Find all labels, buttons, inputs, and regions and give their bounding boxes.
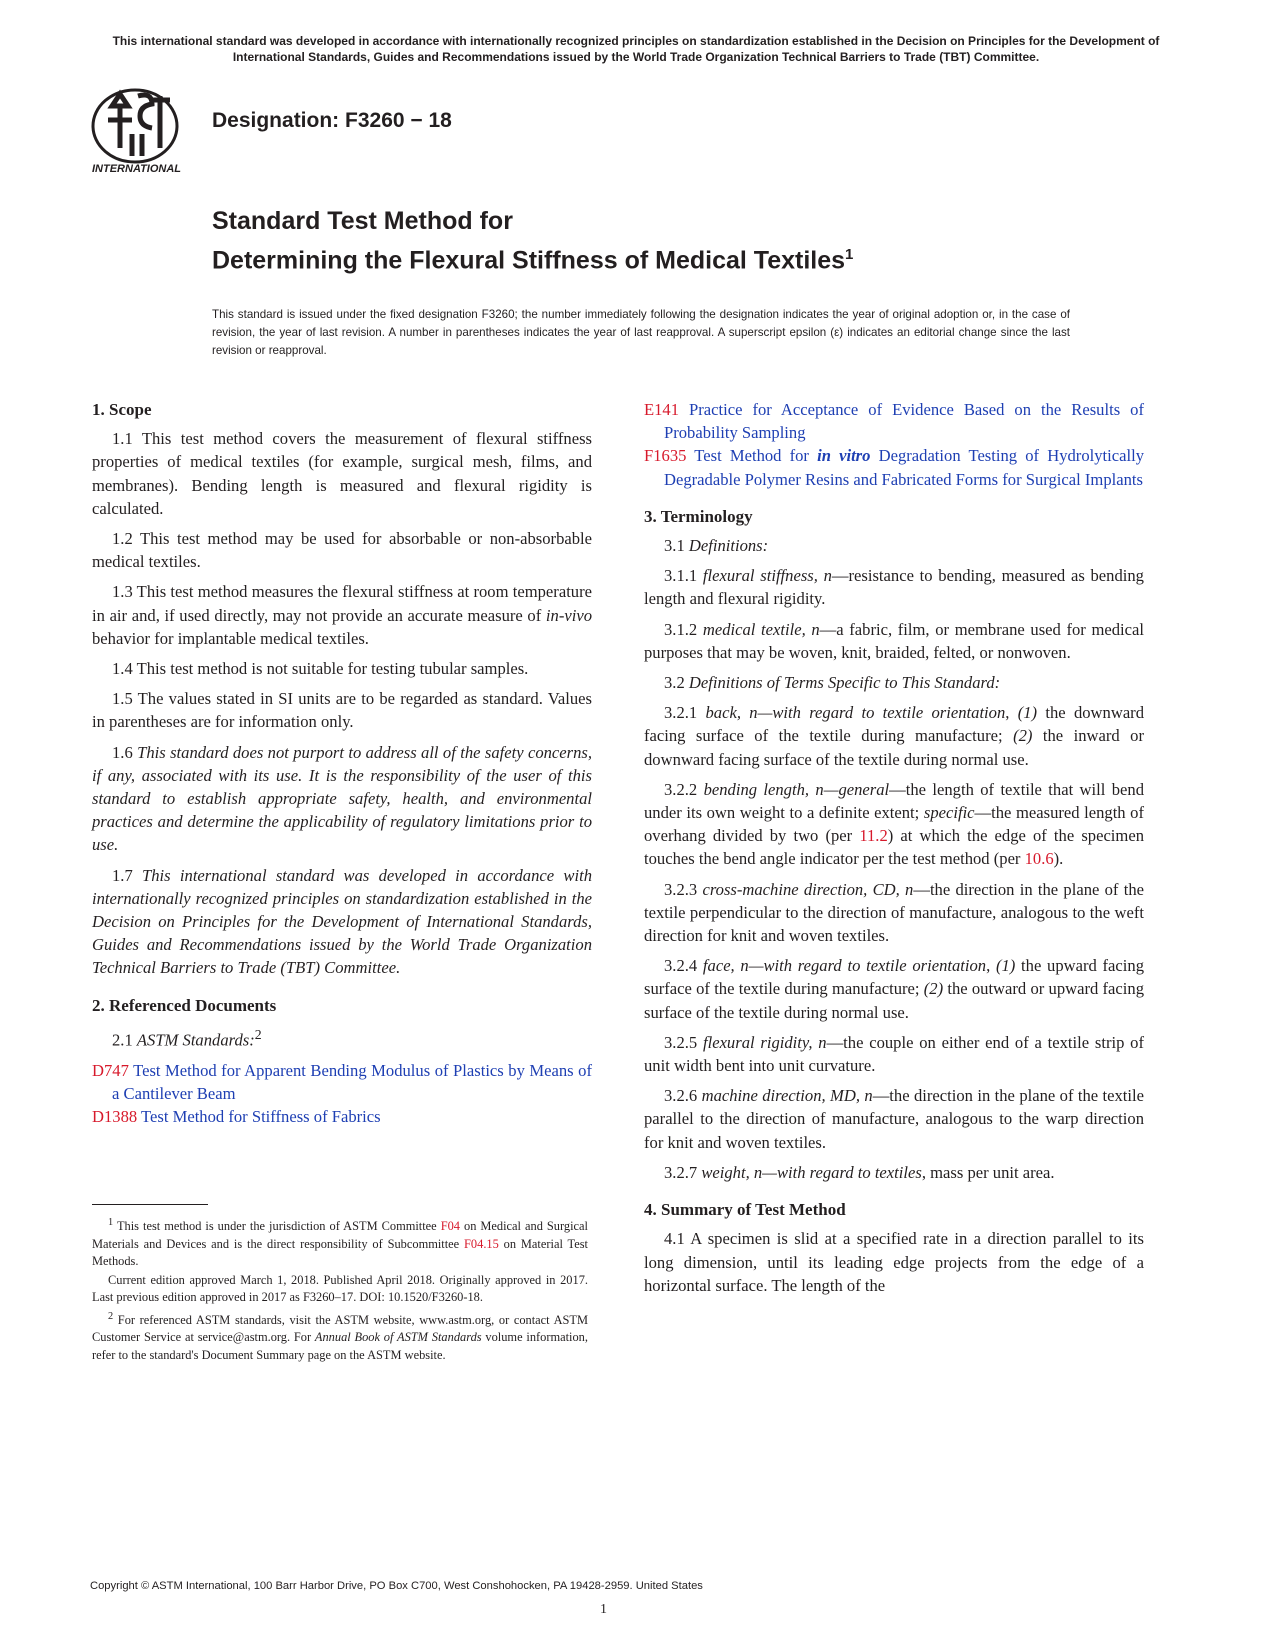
para-3-2: 3.2 Definitions of Terms Specific to This Standard:: [664, 673, 1001, 693]
para-1-1: 1.1 This test method covers the measurement of flexural stiffness properties of medical textiles (for example, surgical mesh, films, and membranes). Bending length is measured and flexural rigidity is calculated.: [92, 429, 592, 518]
para-3-2-1: 3.2.1 back, n—with regard to textile orientation, (1) the downward facing surface of the textile during manufacture; (2) the inward or downward facing surface of the textile during normal use.: [644, 703, 1145, 769]
svg-text:INTERNATIONAL: INTERNATIONAL: [92, 163, 182, 175]
section-referenced-heading: 2. Referenced Documents: [92, 995, 277, 1015]
para-1-4: 1.4 This test method is not suitable for testing tubular samples.: [112, 659, 529, 679]
para-1-3: 1.3 This test method measures the flexural stiffness at room temperature in air and, if used directly, may not provide an accurate measure of in-vivo behavior for implantable medical textiles.: [92, 582, 592, 648]
title-line-2: Determining the Flexural Stiffness of Medical Textiles$^1$: [212, 246, 854, 275]
reference-e141-link[interactable]: E141 Practice for Acceptance of Evidence Based on the Results of Probability Sampling: [644, 400, 1144, 443]
para-3-1-2: 3.1.2 medical textile, n—a fabric, film, or membrane used for medical purposes that may be woven, knit, braided, felted, or nonwoven.: [644, 619, 1144, 662]
committee-f04-link[interactable]: F04: [440, 1219, 460, 1234]
para-3-2-7: 3.2.7 weight, n—with regard to textiles, mass per unit area.: [664, 1162, 1055, 1182]
para-3-2-4: 3.2.4 face, n—with regard to textile orientation, (1) the upward facing surface of the textile during manufacture; (2) the outward or upward facing surface of the textile during normal use.: [644, 956, 1144, 1022]
para-3-2-5: 3.2.5 flexural rigidity, n—the couple on either end of a textile strip of unit width bent into unit curvature.: [644, 1032, 1145, 1076]
right-column: [644, 398, 1144, 1304]
para-3-1-1: 3.1.1 flexural stiffness, n—resistance to bending, measured as bending length and flexural rigidity.: [644, 566, 1144, 609]
section-11-2-link[interactable]: 11.2: [859, 826, 888, 846]
document-title: [212, 205, 1172, 277]
para-1-6: 1.6 This standard does not purport to address all of the safety concerns, if any, associated with its use. It is the responsibility of the user of this standard to establish appropriate safety, health, and environmental practices and determine the applicability of regulatory limitations prior to use.: [92, 742, 592, 855]
para-4-1: 4.1 A specimen is slid at a specified rate in a direction parallel to its long dimension, until its leading edge projects from the edge of a horizontal surface. The length of the: [644, 1229, 1144, 1295]
para-3-1: 3.1 Definitions:: [664, 536, 769, 556]
footnote-divider: [92, 1204, 208, 1205]
page-number: 1: [600, 1602, 607, 1617]
para-3-2-2: 3.2.2 bending length, n—general—the length of textile that will bend under its own weight to a definite extent; specific—the measured length of overhang divided by two (per 11.2) at which the edge of the specimen touches the bend angle indicator per the test method (per 10.6).: [644, 779, 1144, 869]
footnote-2: $^2$ For referenced ASTM standards, visit the ASTM website, www.astm.org, or contact ASTM Customer Service at service@astm.org. For Annual Book of ASTM Standards volume information, refer to the standard's Document Summary page on the ASTM website.: [92, 1310, 588, 1362]
para-1-5: 1.5 The values stated in SI units are to be regarded as standard. Values in parentheses are for information only.: [92, 689, 592, 732]
section-scope-heading: 1. Scope: [92, 400, 152, 419]
astm-international-logo: [90, 86, 200, 176]
title-line-1: Standard Test Method for: [212, 207, 513, 235]
section-10-6-link[interactable]: 10.6: [1024, 849, 1054, 869]
title-footnote-marker: 1: [845, 246, 854, 263]
para-3-2-6: 3.2.6 machine direction, MD, n—the direction in the plane of the textile parallel to the direction of manufacture, analogous to the warp direction for knit and woven textiles.: [644, 1086, 1145, 1152]
designation: Designation: F3260 − 18: [212, 109, 452, 132]
subcommittee-f04-15-link[interactable]: F04.15: [464, 1236, 499, 1251]
section-terminology-heading: 3. Terminology: [644, 506, 753, 526]
reference-d747-link[interactable]: D747 Test Method for Apparent Bending Modulus of Plastics by Means of a Cantilever Beam: [92, 1060, 592, 1103]
footnotes: [92, 1214, 588, 1365]
reference-d1388-link[interactable]: D1388 Test Method for Stiffness of Fabrics: [92, 1107, 381, 1127]
footnote-1-edition: Current edition approved March 1, 2018. Published April 2018. Originally approved in 2017. Last previous edition approved in 2017 as F3260–17. DOI: 10.1520/F3260-18.: [92, 1272, 588, 1305]
issuance-note: This standard is issued under the fixed designation F3260; the number immediately following the designation indicates the year of original adoption or, in the case of revision, the year of last revision. A number in parentheses indicates the year of last reapproval. A superscript epsilon (ε) indicates an editorial change since the last revision or reapproval.: [212, 308, 1070, 357]
copyright-footer: Copyright © ASTM International, 100 Barr Harbor Drive, PO Box C700, West Conshohocken, PA 19428-2959. United States: [90, 1580, 703, 1592]
reference-f1635-link[interactable]: F1635 Test Method for in vitro Degradation Testing of Hydrolytically Degradable Polymer Resins and Fabricated Forms for Surgical Implants: [644, 446, 1144, 489]
para-2-1: 2.1 ASTM Standards:$^2$: [112, 1026, 262, 1050]
para-3-2-3: 3.2.3 cross-machine direction, CD, n—the direction in the plane of the textile perpendicular to the direction of manufacture, analogous to the weft direction for knit and woven textiles.: [644, 879, 1144, 946]
left-column: [92, 398, 592, 1128]
wto-notice: This international standard was developed in accordance with internationally recognized principles on standardization established in the Decision on Principles for the Development of International Standards, Guides and Recommendations issued by the World Trade Organization Technical Barriers to Trade (TBT) Committee.: [112, 34, 1160, 64]
footnote-1: $^1$ This test method is under the jurisdiction of ASTM Committee F04 on Medical and Surgical Materials and Devices and is the direct responsibility of Subcommittee F04.15 on Material Test Methods.: [92, 1217, 588, 1269]
para-1-2: 1.2 This test method may be used for absorbable or non-absorbable medical textiles.: [92, 529, 592, 572]
section-summary-heading: 4. Summary of Test Method: [644, 1200, 846, 1220]
para-1-7: 1.7 This international standard was developed in accordance with internationally recognized principles on standardization established in the Decision on Principles for the Development of International Standards, Guides and Recommendations issued by the World Trade Organization Technical Barriers to Trade (TBT) Committee.: [92, 865, 593, 978]
